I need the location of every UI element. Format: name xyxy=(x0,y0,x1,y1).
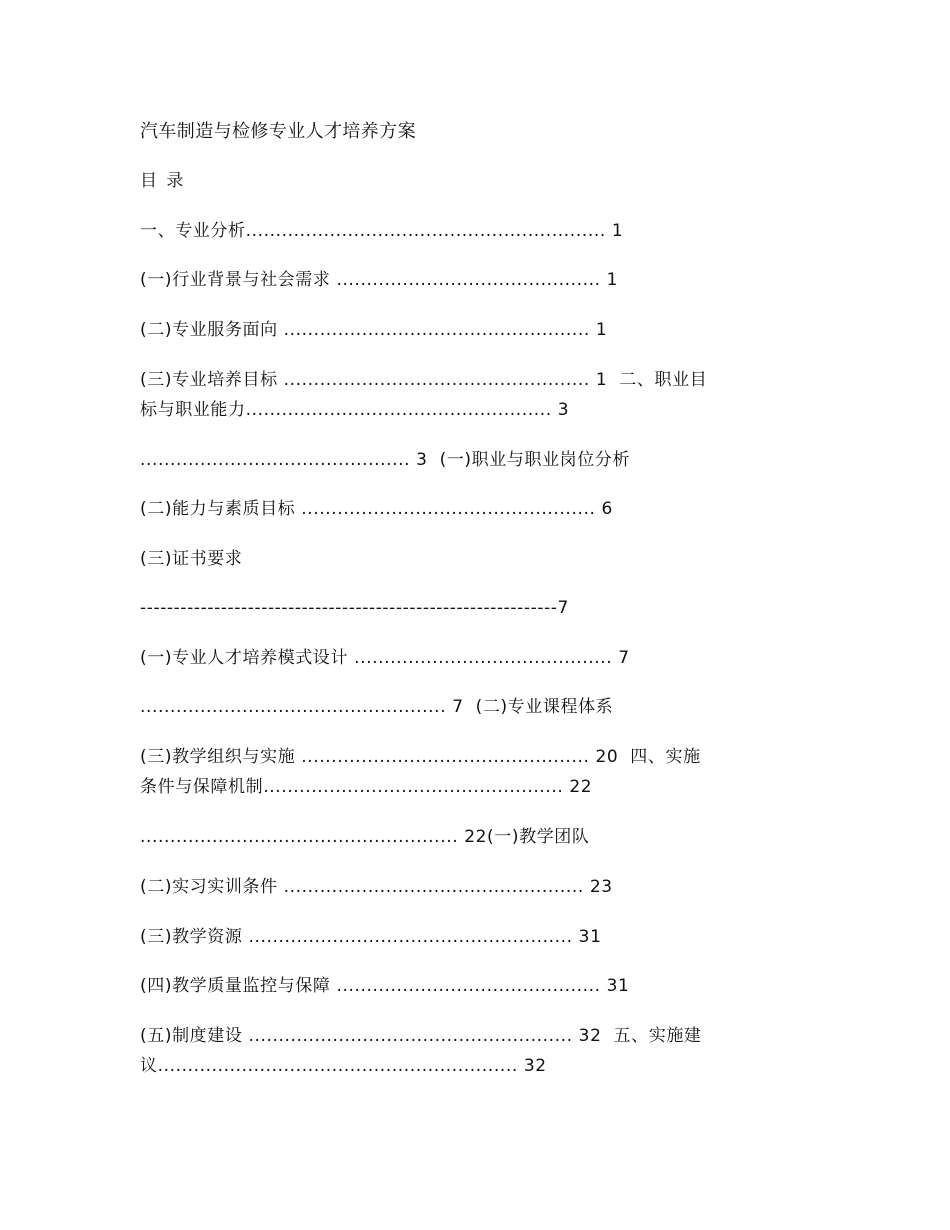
toc-entry: ................................................... 7 (二)专业课程体系 xyxy=(140,697,614,717)
toc-entry: 条件与保障机制.................................................. 22 xyxy=(140,777,593,797)
toc-entry: (五)制度建设 ...................................................... 32 五、实施建 xyxy=(140,1026,702,1046)
toc-entry: ..................................................... 22(一)教学团队 xyxy=(140,827,590,847)
toc-entry: (四)教学质量监控与保障 ............................................ 31 xyxy=(140,976,630,996)
toc-entry: (三)教学资源 ...................................................... 31 xyxy=(140,927,602,947)
toc-entry: --------------------------------------------------------------7 xyxy=(140,598,569,618)
toc-entry: (一)专业人才培养模式设计 ........................................... 7 xyxy=(140,648,630,668)
toc-entry: (二)实习实训条件 .................................................. 23 xyxy=(140,877,613,897)
toc-entry: (三)证书要求 xyxy=(140,549,243,569)
document-title: 汽车制造与检修专业人才培养方案 xyxy=(140,121,416,142)
toc-entry: 议............................................................ 32 xyxy=(140,1056,547,1076)
toc-entry: ............................................. 3 (一)职业与职业岗位分析 xyxy=(140,450,631,470)
toc-entry: (二)能力与素质目标 ................................................. 6 xyxy=(140,499,613,519)
toc-heading: 目 录 xyxy=(140,171,186,191)
toc-entry: 标与职业能力................................................... 3 xyxy=(140,400,570,420)
toc-entry: (三)教学组织与实施 ................................................ 20 四、实施 xyxy=(140,747,701,767)
toc-entry: 一、专业分析............................................................ 1 xyxy=(140,221,624,241)
toc-entry: (二)专业服务面向 ................................................... 1 xyxy=(140,320,608,340)
toc-entry: (三)专业培养目标 ................................................... 1 二、职业目 xyxy=(140,370,708,390)
toc-entry: (一)行业背景与社会需求 ............................................ 1 xyxy=(140,270,619,290)
